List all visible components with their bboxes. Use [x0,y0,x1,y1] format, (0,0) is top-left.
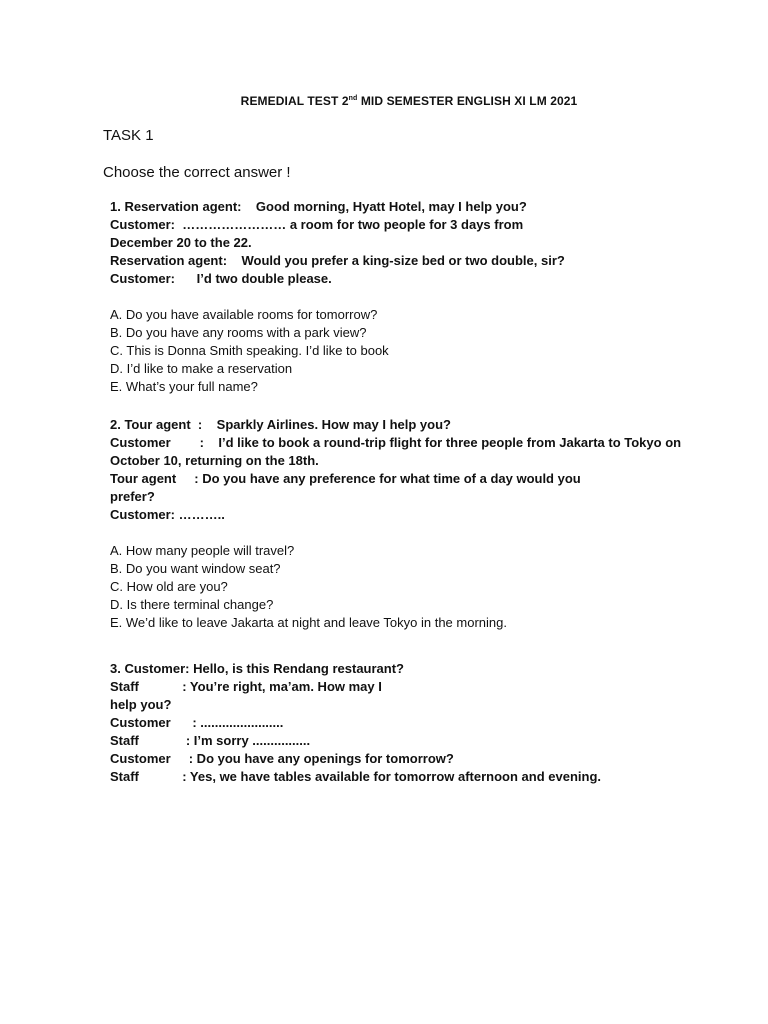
answer-option: B. Do you want window seat? [110,561,281,576]
question-line: Customer: ……….. [110,507,225,522]
question-line: Tour agent : Do you have any preference for what time of a day would you [110,471,581,486]
answer-option: C. How old are you? [110,579,228,594]
question-line: Reservation agent: Would you prefer a king-size bed or two double, sir? [110,253,565,268]
spacer [110,288,740,306]
spacer [110,524,740,542]
task-instruction: Choose the correct answer ! [103,164,291,181]
title-prefix: REMEDIAL TEST 2 [240,94,349,108]
answer-option: D. I’d like to make a reservation [110,361,293,376]
question-line: Customer : Do you have any openings for tomorrow? [110,751,454,766]
answer-option: A. How many people will travel? [110,543,295,558]
answer-option: B. Do you have any rooms with a park view? [110,325,367,340]
question-line: 3. Customer: Hello, is this Rendang restaurant? [110,661,404,676]
title-suffix: MID SEMESTER ENGLISH XI LM 2021 [357,94,578,108]
question-line: Customer : ....................... [110,715,284,730]
question-line: Staff : I’m sorry ................ [110,733,311,748]
question-line: Customer: …………………… a room for two people for 3 days from [110,217,524,232]
answer-option: D. Is there terminal change? [110,597,274,612]
question-line: Customer: I’d two double please. [110,271,332,286]
task-label: TASK 1 [103,127,154,144]
question-line: Staff : You’re right, ma’am. How may I [110,679,382,694]
answer-option: E. We’d like to leave Jakarta at night and leave Tokyo in the morning. [110,615,507,630]
question-line: prefer? [110,489,155,504]
answer-option: A. Do you have available rooms for tomorrow? [110,307,378,322]
answer-option: C. This is Donna Smith speaking. I’d like to book [110,343,389,358]
question-line: December 20 to the 22. [110,235,252,250]
question-line: Staff : Yes, we have tables available for tomorrow afternoon and evening. [110,769,601,784]
question-2 [110,416,740,632]
question-line: 1. Reservation agent: Good morning, Hyatt Hotel, may I help you? [110,199,527,214]
question-3 [110,660,740,786]
question-line: October 10, returning on the 18th. [110,453,319,468]
document-title [0,94,768,108]
title-superscript: nd [348,95,358,102]
question-line: Customer : I’d like to book a round-trip flight for three people from Jakarta to Tokyo on [110,435,682,450]
question-line: help you? [110,697,172,712]
question-line: 2. Tour agent : Sparkly Airlines. How may I help you? [110,417,451,432]
question-1 [110,198,740,396]
answer-option: E. What’s your full name? [110,379,258,394]
